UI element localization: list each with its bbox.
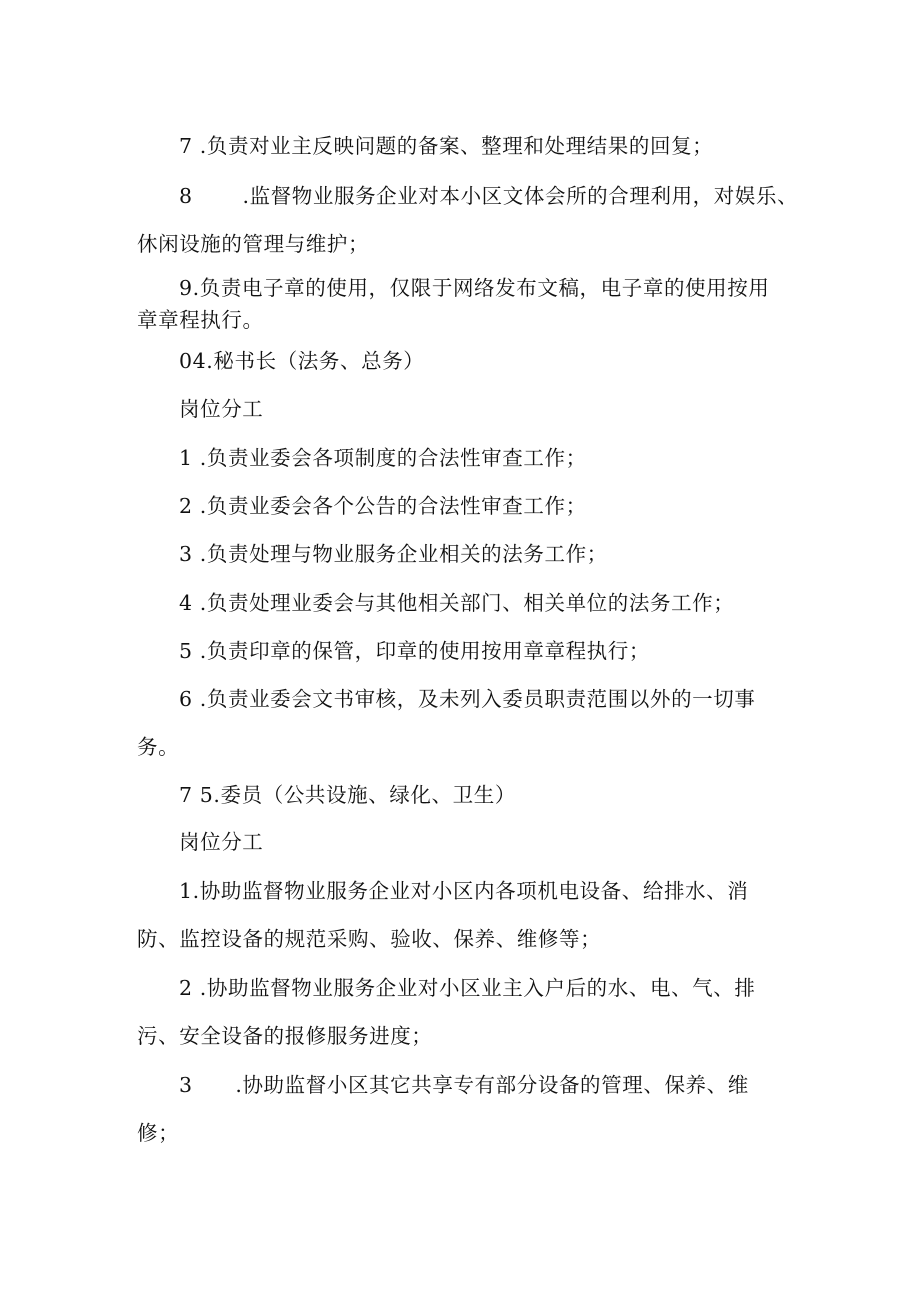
member-duty-1-continuation: 防、监控设备的规范采购、验收、保养、维修等； (137, 927, 602, 951)
member-duty-3-continuation: 修； (137, 1121, 180, 1145)
duty-8-line: 8 .监督物业服务企业对本小区文体会所的合理利用，对娱乐、 (179, 184, 799, 208)
duty-9-continuation: 章章程执行。 (137, 308, 264, 332)
secretary-duty-4: 4 .负责处理业委会与其他相关部门、相关单位的法务工作； (179, 591, 735, 615)
section-heading-secretary: 04.秘书长（法务、总务） (179, 349, 425, 373)
secretary-duty-1: 1 .负责业委会各项制度的合法性审查工作； (179, 446, 587, 470)
secretary-duty-2: 2 .负责业委会各个公告的合法性审查工作； (179, 494, 587, 518)
section-heading-committee-member: 7 5.委员（公共设施、绿化、卫生） (179, 783, 516, 807)
subheading-duties: 岗位分工 (179, 830, 264, 854)
member-duty-3: 3 .协助监督小区其它共享专有部分设备的管理、保养、维 (179, 1073, 749, 1097)
secretary-duty-6-continuation: 务。 (137, 735, 180, 759)
duty-7-line: 7 .负责对业主反映问题的备案、整理和处理结果的回复； (179, 134, 714, 158)
duty-8-continuation: 休闲设施的管理与维护； (137, 232, 370, 256)
member-duty-1: 1.协助监督物业服务企业对小区内各项机电设备、给排水、消 (179, 879, 749, 903)
member-duty-2: 2 .协助监督物业服务企业对小区业主入户后的水、电、气、排 (179, 976, 756, 1000)
secretary-duty-5: 5 .负责印章的保管，印章的使用按用章章程执行； (179, 639, 650, 663)
secretary-duty-6: 6 .负责业委会文书审核，及未列入委员职责范围以外的一切事 (179, 687, 756, 711)
subheading-duties: 岗位分工 (179, 397, 264, 421)
member-duty-2-continuation: 污、安全设备的报修服务进度； (137, 1024, 433, 1048)
duty-9-line: 9.负责电子章的使用，仅限于网络发布文稿，电子章的使用按用 (179, 276, 770, 300)
secretary-duty-3: 3 .负责处理与物业服务企业相关的法务工作； (179, 542, 608, 566)
